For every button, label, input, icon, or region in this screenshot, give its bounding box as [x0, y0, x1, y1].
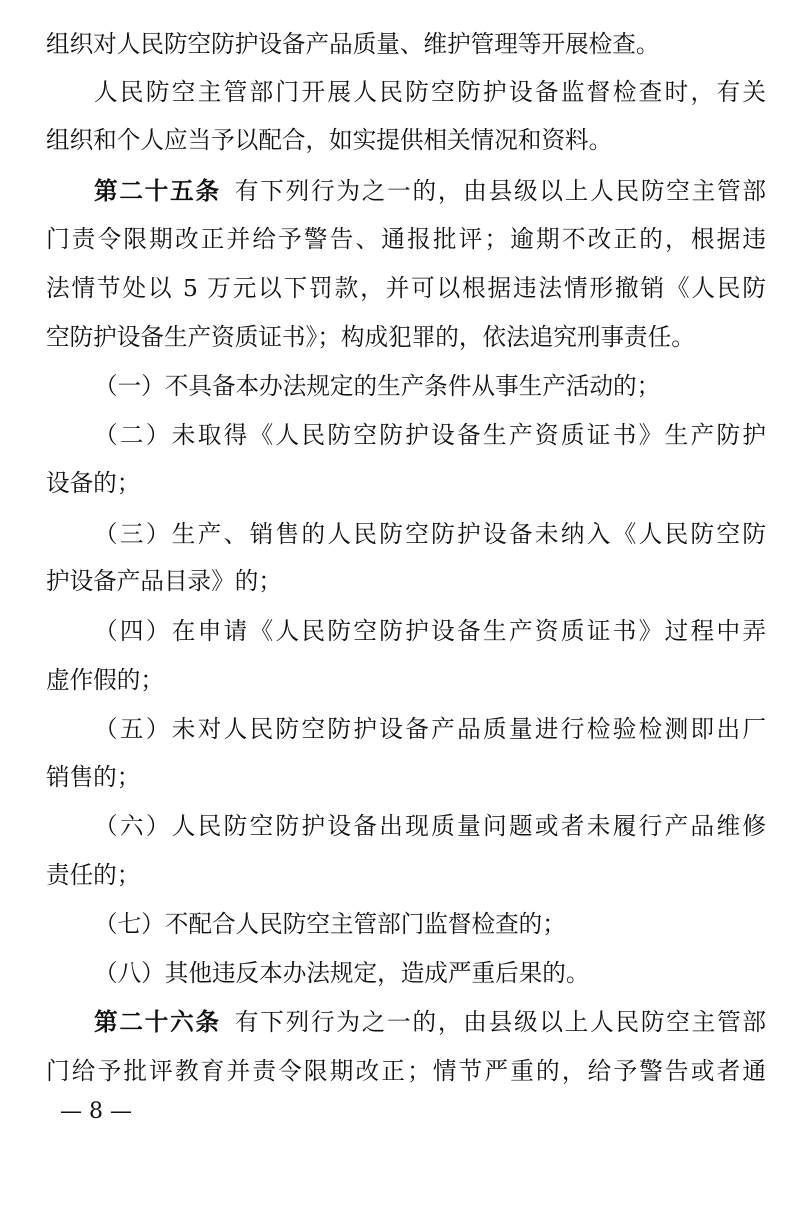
text-line: 有下列行为之一的，由县级以上人民防空主管部 — [234, 1008, 767, 1036]
text-line: 设备的； — [46, 469, 141, 497]
text-line: 空防护设备生产资质证书》；构成犯罪的，依法追究刑事责任。 — [46, 323, 695, 351]
text-line: 人民防空主管部门开展人民防空防护设备监督检查时，有关 — [94, 78, 766, 106]
text-line: 护设备产品目录》的； — [46, 567, 282, 595]
list-item: （一）不具备本办法规定的生产条件从事生产活动的； — [94, 372, 661, 400]
text-line: 组织对人民防空防护设备产品质量、维护管理等开展检查。 — [46, 30, 660, 58]
text-line: 法情节处以 5 万元以下罚款，并可以根据违法情形撤销《人民防 — [46, 274, 766, 302]
list-item: （八）其他违反本办法规定，造成严重后果的。 — [94, 959, 590, 987]
text-line: 虚作假的； — [46, 666, 164, 694]
text-line: 门给予批评教育并责令限期改正；情节严重的，给予警告或者通 — [46, 1057, 766, 1085]
list-item: （三）生产、销售的人民防空防护设备未纳入《人民防空防 — [94, 520, 766, 548]
list-item: （四）在申请《人民防空防护设备生产资质证书》过程中弄 — [94, 617, 766, 645]
article-26-label: 第二十六条 — [94, 1008, 221, 1036]
text-line: 门责令限期改正并给予警告、通报批评；逾期不改正的，根据违 — [46, 225, 766, 253]
text-line: 责任的； — [46, 861, 141, 889]
page-number: — 8 — — [60, 1099, 132, 1124]
list-item: （二）未取得《人民防空防护设备生产资质证书》生产防护 — [94, 421, 766, 449]
list-item: （六）人民防空防护设备出现质量问题或者未履行产品维修 — [94, 812, 766, 840]
article-26-first-line — [94, 1002, 766, 1042]
article-25-first-line — [94, 171, 766, 211]
text-line: 有下列行为之一的，由县级以上人民防空主管部 — [234, 177, 767, 205]
list-item: （七）不配合人民防空主管部门监督检查的； — [94, 910, 566, 938]
list-item: （五）未对人民防空防护设备产品质量进行检验检测即出厂 — [94, 715, 766, 743]
text-line: 组织和个人应当予以配合，如实提供相关情况和资料。 — [46, 126, 613, 154]
article-25-label: 第二十五条 — [94, 177, 221, 205]
text-line: 销售的； — [46, 763, 141, 791]
